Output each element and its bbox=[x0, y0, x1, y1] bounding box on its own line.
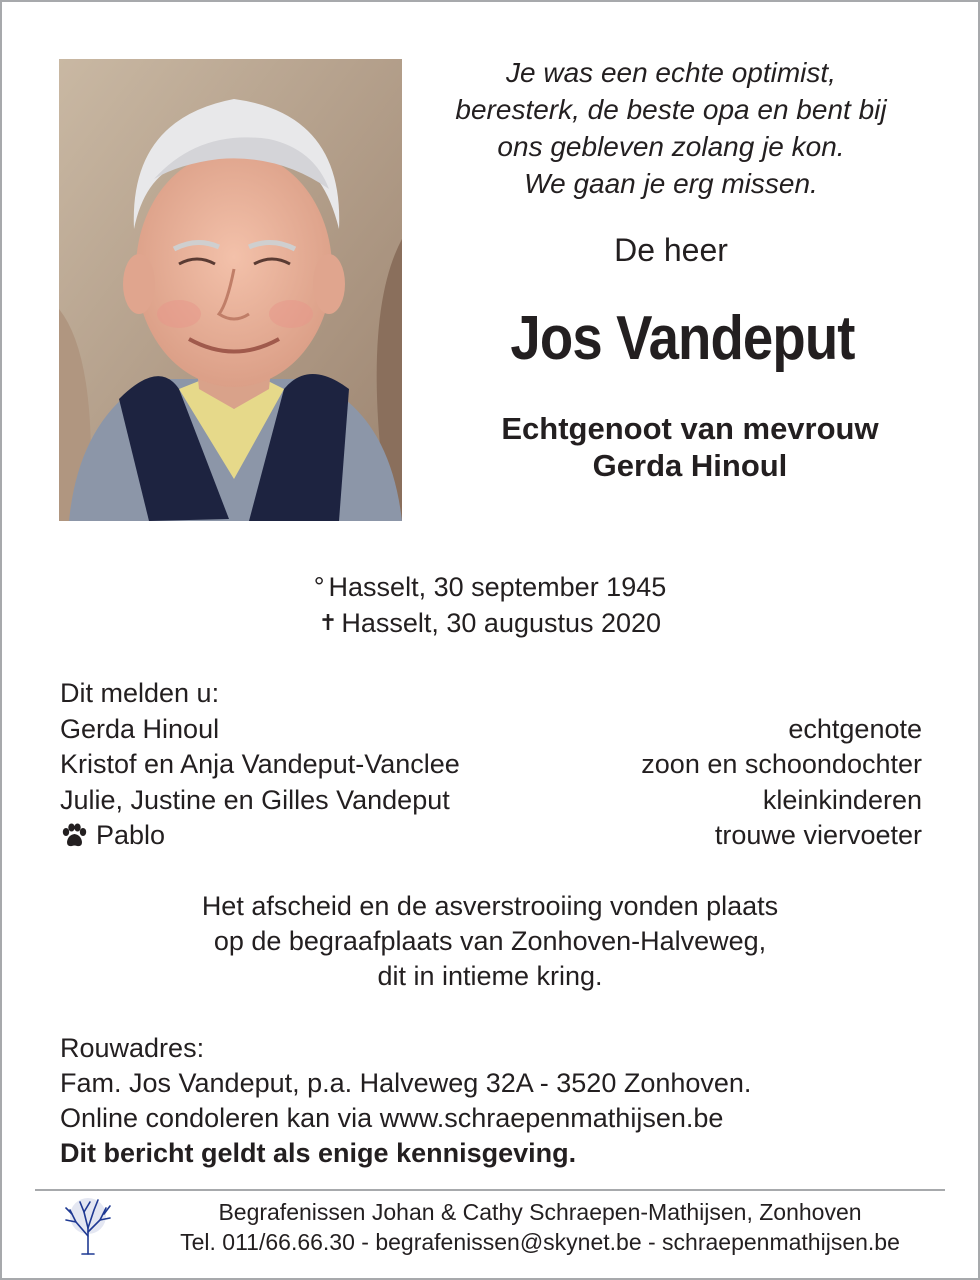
spouse-line-2: Gerda Hinoul bbox=[592, 448, 788, 483]
footer bbox=[120, 1197, 960, 1257]
footer-contact: Tel. 011/66.66.30 - begrafenissen@skynet.be - schraepenmathijsen.be bbox=[180, 1229, 900, 1255]
birth-date-row bbox=[0, 569, 980, 605]
quote-line: ons gebleven zolang je kon. bbox=[497, 131, 845, 162]
death-date: Hasselt, 30 augustus 2020 bbox=[341, 608, 662, 638]
family-relation: kleinkinderen bbox=[762, 784, 922, 815]
family-row bbox=[60, 818, 922, 854]
address-label: Rouwadres: bbox=[60, 1033, 205, 1063]
life-dates bbox=[0, 569, 980, 641]
family-name: Kristof en Anja Vandeput-Vanclee bbox=[60, 749, 460, 779]
family-row bbox=[60, 712, 922, 748]
address-line: Fam. Jos Vandeput, p.a. Halveweg 32A - 3520 Zonhoven. bbox=[60, 1068, 752, 1098]
quote-line: Je was een echte optimist, bbox=[506, 57, 836, 88]
announcement-intro-text: Dit melden u: bbox=[60, 678, 220, 708]
birth-symbol-icon: ° bbox=[313, 572, 325, 602]
ceremony-text bbox=[0, 889, 980, 994]
family-name: Gerda Hinoul bbox=[60, 713, 220, 744]
family-relation: zoon en schoondochter bbox=[641, 749, 922, 779]
family-relation: echtgenote bbox=[788, 713, 922, 744]
ceremony-line: dit in intieme kring. bbox=[377, 961, 603, 991]
online-condolence-text: Online condoleren kan via www.schraepenmathijsen.be bbox=[60, 1103, 724, 1133]
ceremony-line: op de begraafplaats van Zonhoven-Halveweg, bbox=[213, 926, 767, 956]
spouse-info bbox=[410, 410, 970, 484]
family-name: Pablo bbox=[96, 820, 166, 850]
honorific: De heer bbox=[614, 232, 728, 268]
memorial-quote bbox=[410, 54, 932, 202]
footer-divider bbox=[35, 1189, 945, 1191]
deceased-name: Jos Vandeput bbox=[510, 304, 855, 373]
birth-date: Hasselt, 30 september 1945 bbox=[328, 572, 667, 602]
family-relation: trouwe viervoeter bbox=[714, 820, 922, 850]
family-row bbox=[60, 783, 922, 819]
portrait-photo bbox=[59, 59, 402, 521]
family-name: Julie, Justine en Gilles Vandeput bbox=[60, 784, 450, 815]
quote-line: We gaan je erg missen. bbox=[524, 168, 818, 199]
cross-icon: ✝ bbox=[318, 610, 338, 635]
ceremony-line: Het afscheid en de asverstrooiing vonden plaats bbox=[201, 891, 779, 921]
family-row bbox=[60, 747, 922, 783]
spouse-line-1: Echtgenoot van mevrouw bbox=[501, 411, 879, 446]
quote-line: beresterk, de beste opa en bent bij bbox=[455, 94, 887, 125]
notice-text: Dit bericht geldt als enige kennisgeving. bbox=[60, 1138, 577, 1168]
announcement bbox=[60, 676, 922, 854]
footer-company: Begrafenissen Johan & Cathy Schraepen-Mathijsen, Zonhoven bbox=[218, 1199, 862, 1225]
family-name-with-icon bbox=[60, 818, 165, 854]
address-block bbox=[60, 1031, 940, 1171]
announcement-intro bbox=[60, 676, 922, 712]
paw-icon bbox=[60, 823, 88, 849]
tree-icon bbox=[62, 1196, 114, 1256]
death-date-row bbox=[0, 605, 980, 641]
